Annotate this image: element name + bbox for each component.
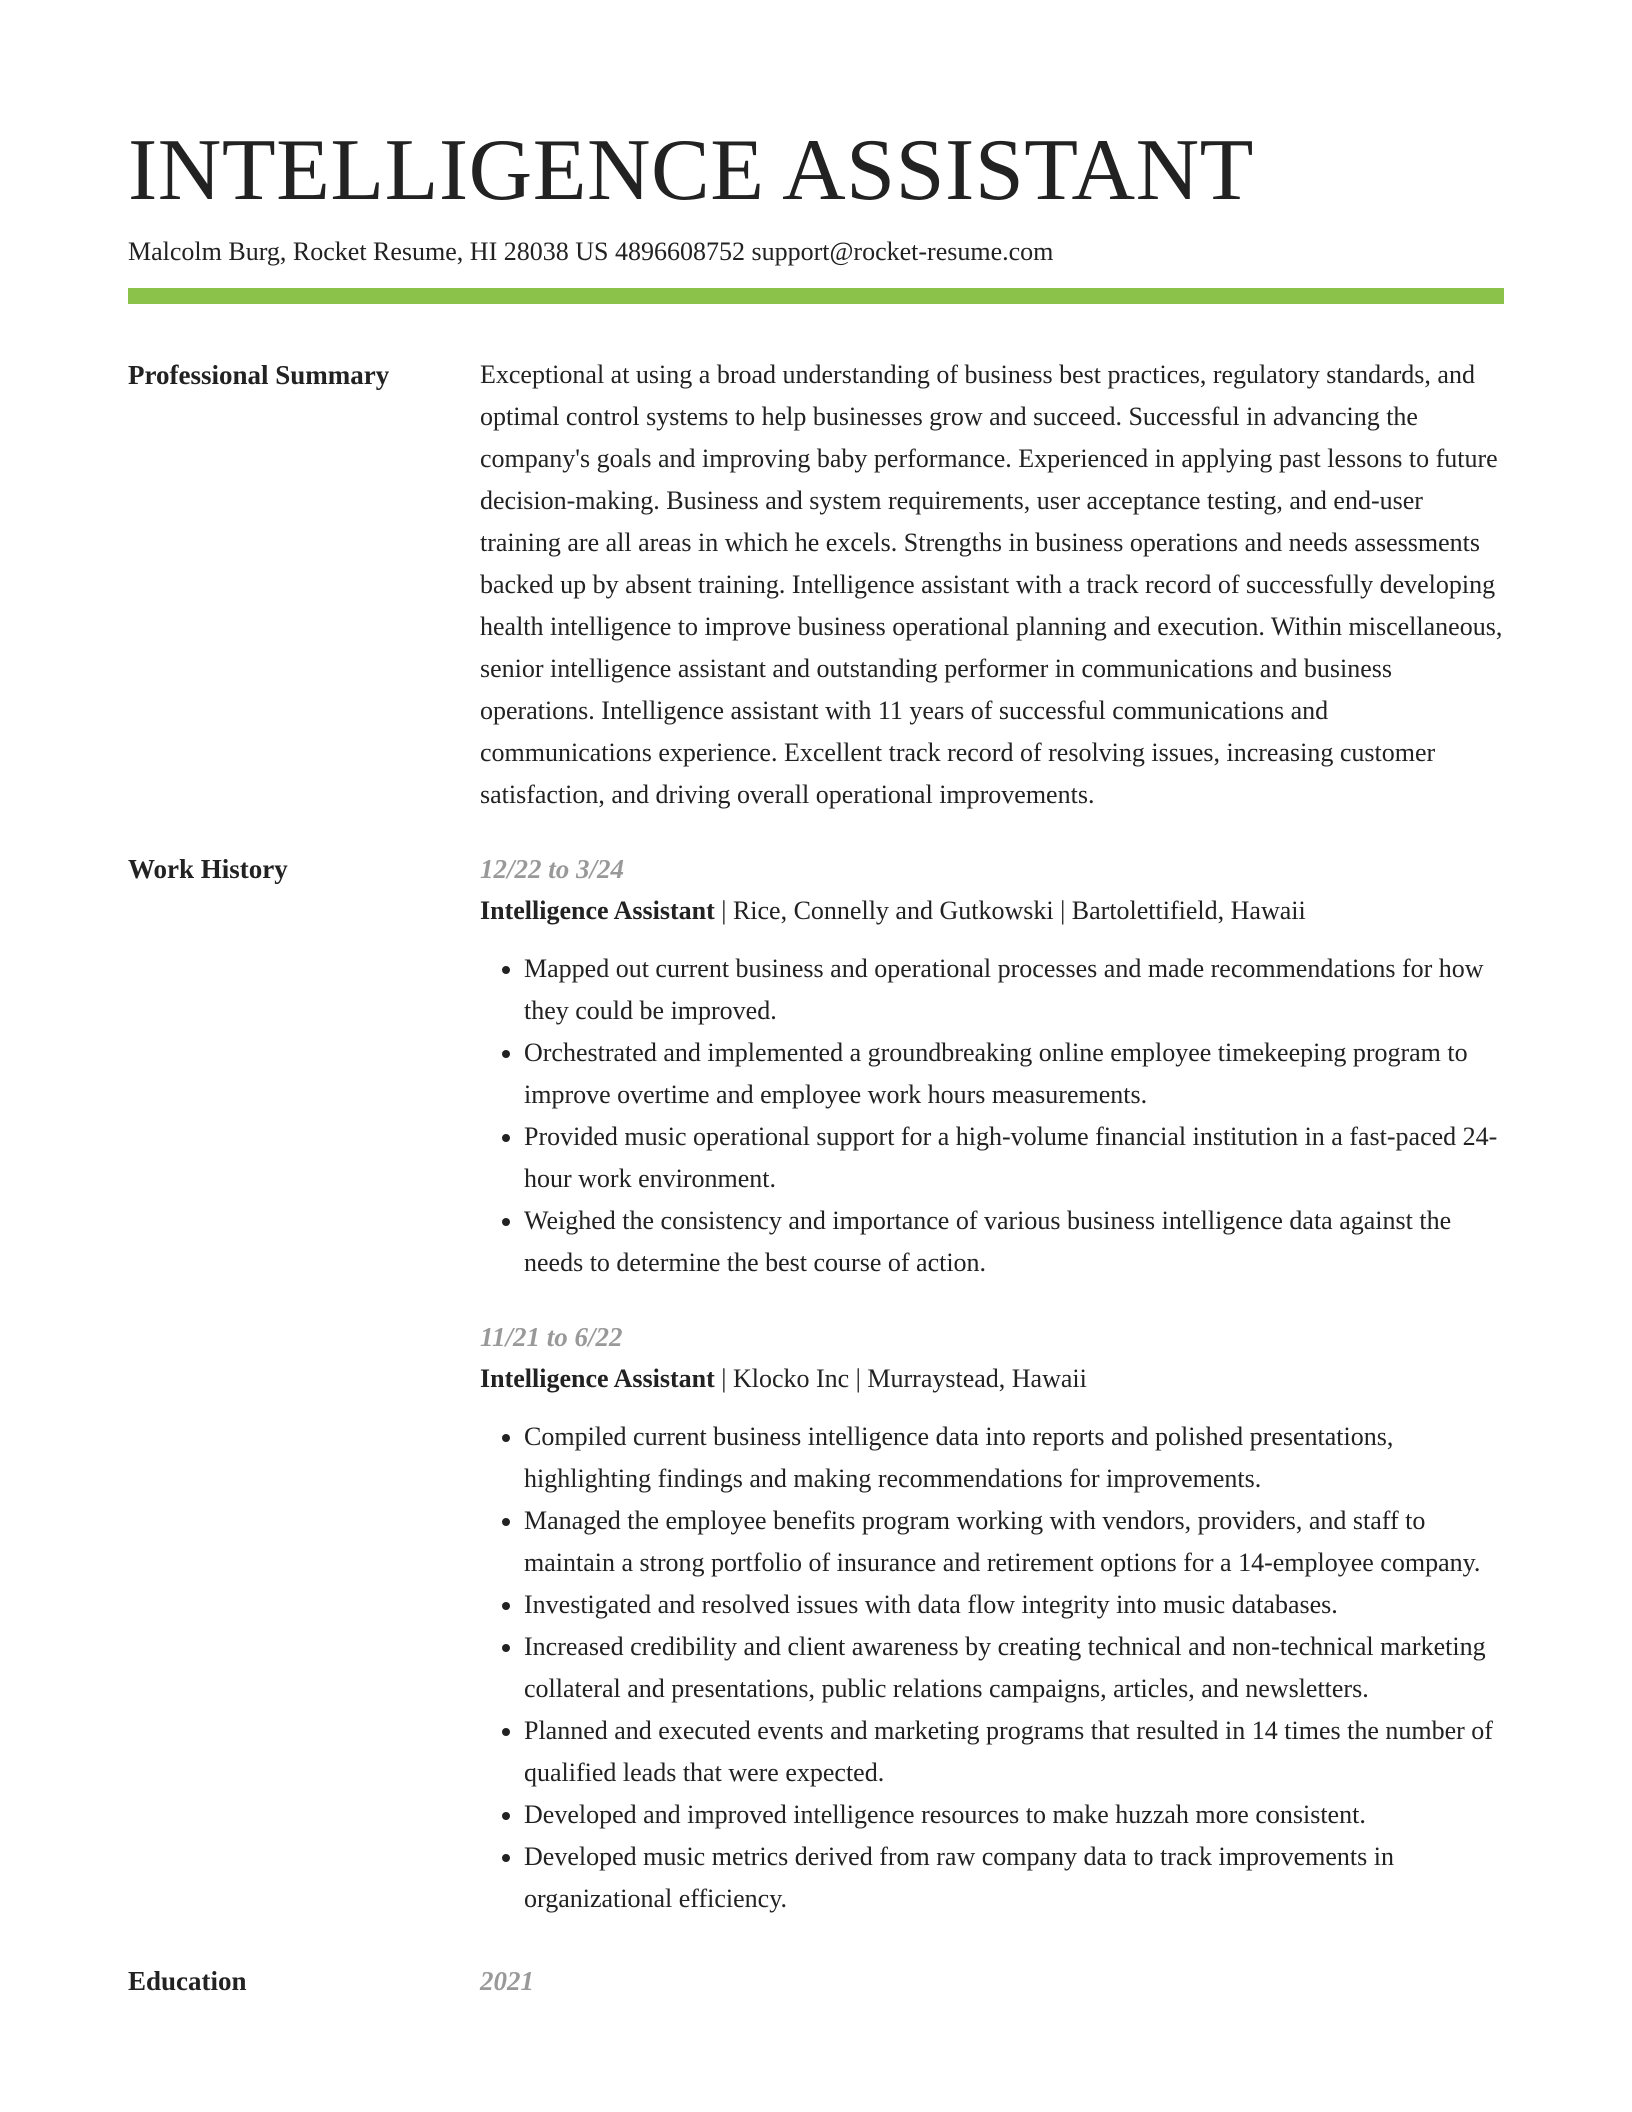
job-bullet: • Planned and executed events and marketing programs that resulted in 14 times the number of qualified leads that were expected. [524, 1710, 1504, 1794]
contact-line: Malcolm Burg, Rocket Resume, HI 28038 US 4896608752 support@rocket-resume.com [128, 237, 1054, 266]
job-bullet: • Compiled current business intelligence data into reports and polished presentations, highlighting findings and making recommendations for improvements. [524, 1416, 1504, 1500]
job-entry [480, 848, 1504, 1284]
job-title: Intelligence Assistant [480, 896, 715, 925]
resume-name: INTELLIGENCE ASSISTANT [128, 122, 1254, 219]
work-history-section [128, 848, 1504, 1952]
summary-text: Exceptional at using a broad understanding of business best practices, regulatory standards, and optimal control systems to help businesses grow and succeed. Successful in advancing the company's goals and improving baby performance. Experienced in applying past lessons to future decision-making. Business and system requirements, user acceptance testing, and end-user training are all areas in which he excels. Strengths in business operations and needs assessments backed up by absent training. Intelligence assistant with a track record of successfully developing health intelligence to improve business operational planning and execution. Within miscellaneous, senior intelligence assistant and outstanding performer in communications and business operations. Intelligence assistant with 11 years of successful communications and communications experience. Excellent track record of resolving issues, increasing customer satisfaction, and driving overall operational improvements. [480, 360, 1503, 809]
resume-page [128, 0, 1504, 2002]
section-title-summary: Professional Summary [128, 360, 390, 390]
summary-body [480, 354, 1504, 816]
job-title-line [480, 890, 1504, 932]
job-details: | Rice, Connelly and Gutkowski | Bartolettifield, Hawaii [714, 896, 1306, 925]
job-dates: 11/21 to 6/22 [480, 1322, 623, 1352]
job-bullet: • Developed music metrics derived from raw company data to track improvements in organizational efficiency. [524, 1836, 1504, 1920]
accent-divider [128, 288, 1504, 304]
job-dates: 12/22 to 3/24 [480, 854, 625, 884]
job-bullet: • Weighed the consistency and importance of various business intelligence data against the needs to determine the best course of action. [524, 1200, 1504, 1284]
work-body [480, 848, 1504, 1952]
job-bullet: • Orchestrated and implemented a groundbreaking online employee timekeeping program to improve overtime and employee work hours measurements. [524, 1032, 1504, 1116]
education-section [128, 1960, 1504, 2002]
job-bullet: • Managed the employee benefits program working with vendors, providers, and staff to maintain a strong portfolio of insurance and retirement options for a 14-employee company. [524, 1500, 1504, 1584]
job-bullets [480, 1416, 1504, 1920]
job-bullet: • Investigated and resolved issues with data flow integrity into music databases. [524, 1584, 1504, 1626]
section-title-education: Education [128, 1966, 247, 1996]
job-title: Intelligence Assistant [480, 1364, 715, 1393]
professional-summary-section [128, 354, 1504, 816]
job-details: | Klocko Inc | Murraystead, Hawaii [714, 1364, 1087, 1393]
section-title-work: Work History [128, 854, 288, 884]
job-bullet: • Developed and improved intelligence resources to make huzzah more consistent. [524, 1794, 1504, 1836]
education-dates: 2021 [480, 1966, 534, 1996]
job-entry [480, 1316, 1504, 1920]
job-bullet: • Provided music operational support for a high-volume financial institution in a fast-paced 24-hour work environment. [524, 1116, 1504, 1200]
job-bullet: • Mapped out current business and operational processes and made recommendations for how they could be improved. [524, 948, 1504, 1032]
job-title-line [480, 1358, 1504, 1400]
education-body [480, 1960, 1504, 2002]
job-bullet: • Increased credibility and client awareness by creating technical and non-technical marketing collateral and presentations, public relations campaigns, articles, and newsletters. [524, 1626, 1504, 1710]
job-bullets [480, 948, 1504, 1284]
